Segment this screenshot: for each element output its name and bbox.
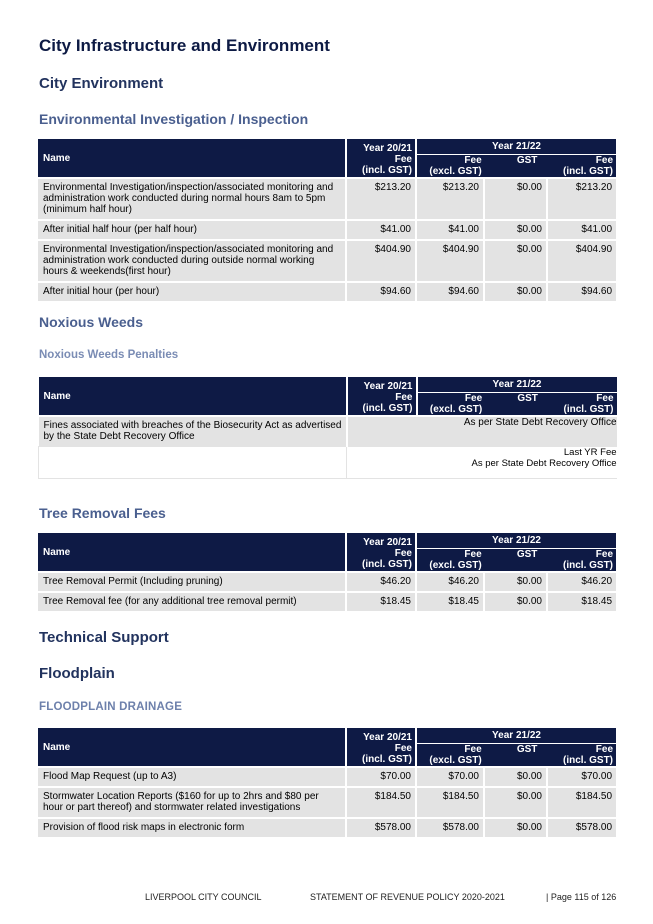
header-year-2021: Year 20/21 Fee (incl. GST) [346,139,416,178]
header-year-2122: Year 21/22 Fee (excl. GST) GST Fee (incl. GST) [417,377,617,416]
tree-removal-fee-table [38,533,616,611]
header-name: Name [38,728,346,767]
section-floodplain: Floodplain [39,665,115,682]
table-row: After initial hour (per hour) $94.60 $94.60 $0.00 $94.60 [38,282,616,301]
footer-council: LIVERPOOL CITY COUNCIL [145,892,262,902]
table-header [38,533,616,572]
section-environmental-investigation: Environmental Investigation / Inspection [39,111,309,127]
header-name: Name [38,139,346,178]
table-header [38,139,616,178]
section-noxious-weeds-penalties: Noxious Weeds Penalties [39,349,179,361]
header-year-2122: Year 21/22 Fee (excl. GST) GST Fee (incl. GST) [416,139,616,178]
table-row: Flood Map Request (up to A3) $70.00 $70.00 $0.00 $70.00 [38,767,616,787]
section-floodplain-drainage: FLOODPLAIN DRAINAGE [39,701,183,713]
table-row: Tree Removal Permit (Including pruning) $46.20 $46.20 $0.00 $46.20 [38,572,616,592]
table-header [38,728,616,767]
noxious-weeds-fee-table [38,377,617,479]
table-row: Provision of flood risk maps in electronic form $578.00 $578.00 $0.00 $578.00 [38,818,616,837]
table-header [39,377,617,416]
section-city-environment: City Environment [39,75,164,92]
table-row: Last YR Fee As per State Debt Recovery Office [39,447,617,479]
header-year-2021: Year 20/21 Fee (incl. GST) [347,377,417,416]
section-technical-support: Technical Support [39,629,169,646]
header-year-2122: Year 21/22 Fee (excl. GST) GST Fee (incl. GST) [416,728,616,767]
footer-statement: STATEMENT OF REVENUE POLICY 2020-2021 [310,892,505,902]
floodplain-drainage-fee-table [38,728,616,837]
section-noxious-weeds: Noxious Weeds [39,314,143,330]
table-row: Environmental Investigation/inspection/associated monitoring and administration work conducted during outside normal working hours & weekends(first hour) $404.90 $404.90 $0.00 $404.90 [38,240,616,282]
section-tree-removal-fees: Tree Removal Fees [39,505,166,521]
table-row: Fines associated with breaches of the Biosecurity Act as advertised by the State Debt Recovery Office As per State Debt Recovery Office [39,416,617,447]
footer-page-number: | Page 115 of 126 [546,892,617,902]
table-row: After initial half hour (per half hour) $41.00 $41.00 $0.00 $41.00 [38,220,616,240]
env-investigation-fee-table [38,139,616,301]
page-title: City Infrastructure and Environment [39,36,330,55]
table-row: Stormwater Location Reports ($160 for up to 2hrs and $80 per hour or part thereof) and stormwater related investigations $184.50 $184.50 $0.00 $184.50 [38,787,616,818]
header-year-2021: Year 20/21 Fee (incl. GST) [346,533,416,572]
header-year-2122: Year 21/22 Fee (excl. GST) GST Fee (incl. GST) [416,533,616,572]
header-name: Name [39,377,347,416]
header-year-2021: Year 20/21 Fee (incl. GST) [346,728,416,767]
header-name: Name [38,533,346,572]
table-row: Environmental Investigation/inspection/associated monitoring and administration work conducted during normal hours 8am to 5pm (minimum half hour) $213.20 $213.20 $0.00 $213.20 [38,178,616,220]
table-row: Tree Removal fee (for any additional tree removal permit) $18.45 $18.45 $0.00 $18.45 [38,592,616,611]
